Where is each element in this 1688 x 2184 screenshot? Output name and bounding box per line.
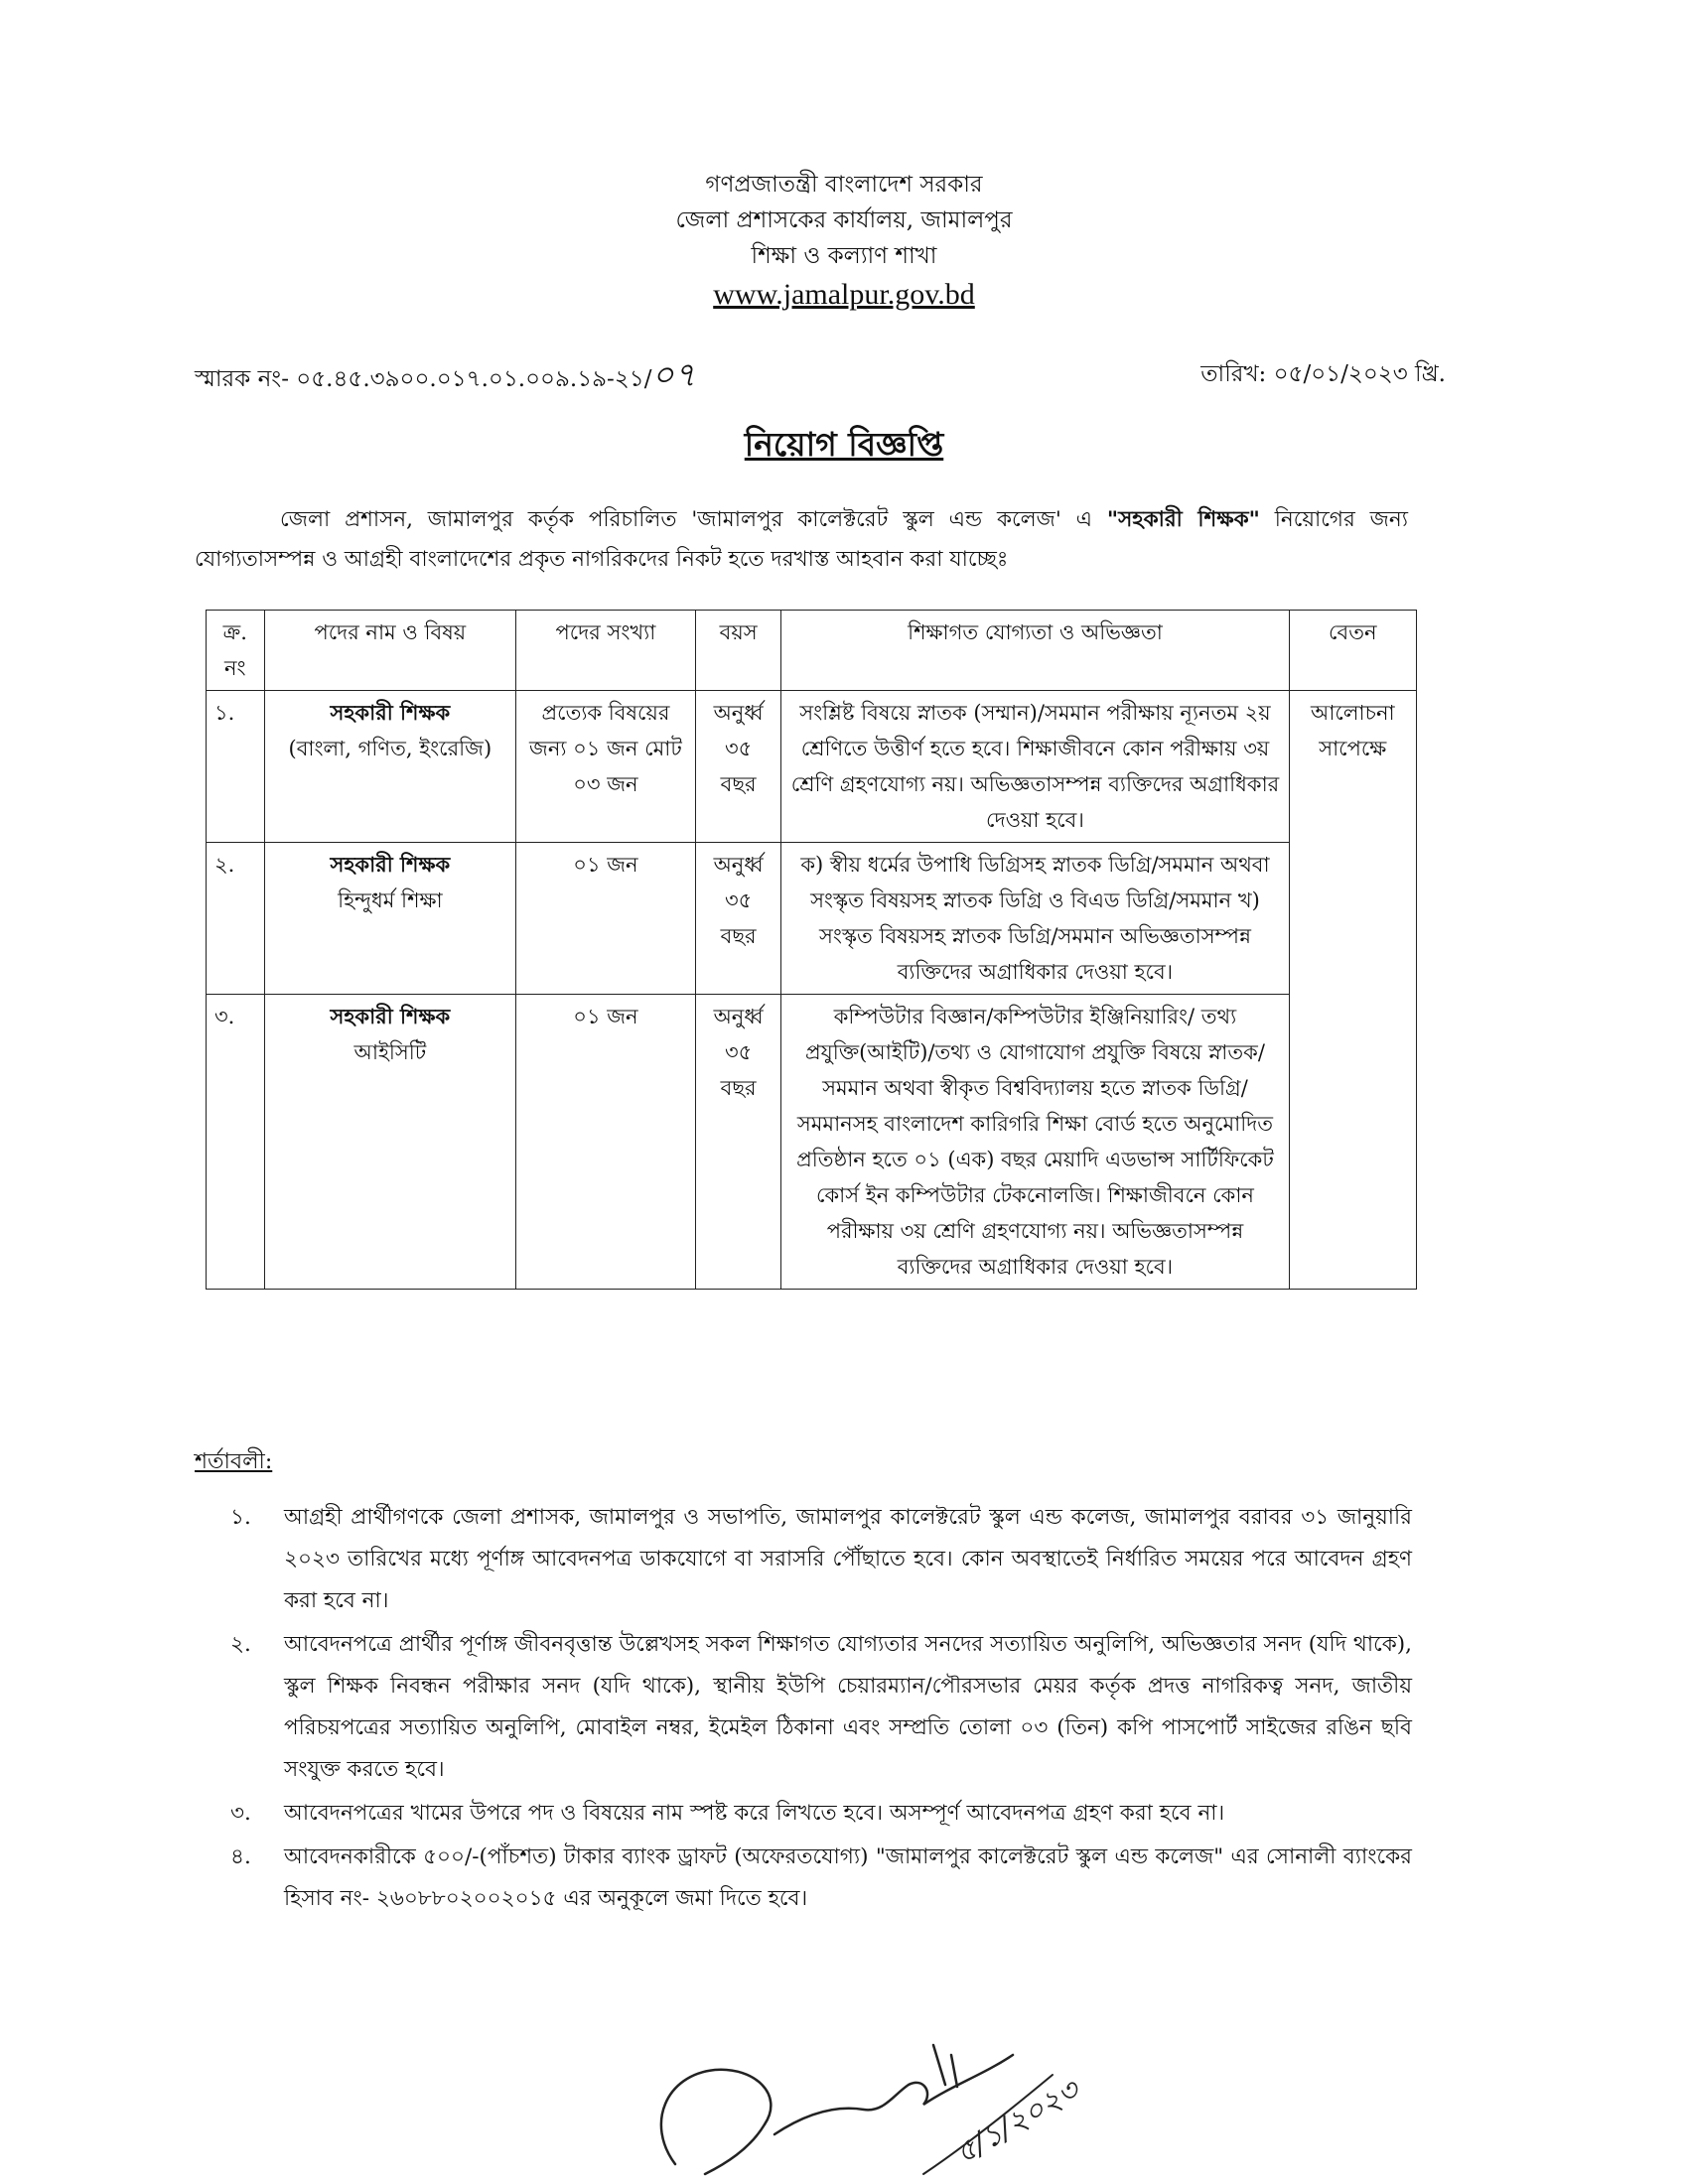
posts-table [206, 610, 1417, 1290]
row-sl: ২. [207, 843, 265, 995]
post-subject: আইসিটি [353, 1040, 427, 1064]
conditions-list [230, 1497, 1412, 1922]
condition-number: ২. [230, 1632, 251, 1657]
header-count: পদের সংখ্যা [516, 611, 696, 691]
website-link[interactable]: www.jamalpur.gov.bd [713, 278, 975, 311]
row-sl: ১. [207, 691, 265, 843]
memo-prefix: স্মারক নং- ০৫.৪৫.৩৯০০.০১৭.০১.০০৯.১৯-২১/ [195, 366, 652, 392]
intro-part2: নিয়োগের জন্য যোগ্যতাসম্পন্ন ও আগ্রহী বাংলাদেশের প্রকৃত নাগরিকদের নিকট হতে দরখাস্ত আহবান করা যাচ্ছেঃ [195, 507, 1408, 572]
post-subject: (বাংলা, গণিত, ইংরেজি) [288, 737, 492, 760]
govt-name: গণপ্রজাতন্ত্রী বাংলাদেশ সরকার [705, 172, 983, 198]
memo-handwritten-number: ০৭ [651, 355, 696, 395]
row-post [264, 995, 515, 1290]
condition-text: আবেদনকারীকে ৫০০/-(পাঁচশত) টাকার ব্যাংক ড্রাফট (অফেরতযোগ্য) "জামালপুর কালেক্টরেট স্কুল এন্ড কলেজ" এর সোনালী ব্যাংকের হিসাব নং- ২৬০৮৮০২০০২০১৫ এর অনুকূলে জমা দিতে হবে। [284, 1844, 1412, 1911]
signature-image [635, 2015, 1092, 2184]
office-header [0, 167, 1688, 316]
row-qualification: কম্পিউটার বিজ্ঞান/কম্পিউটার ইঞ্জিনিয়ারিং/ তথ্য প্রযুক্তি(আইটি)/তথ্য ও যোগাযোগ প্রযুক্তি বিষয়ে স্নাতক/সমমান অথবা স্বীকৃত বিশ্ববিদ্যালয় হতে স্নাতক ডিগ্রি/সমমানসহ বাংলাদেশ কারিগরি শিক্ষা বোর্ড হতে অনুমোদিত প্রতিষ্ঠান হতে ০১ (এক) বছর মেয়াদি এডভান্স সার্টিফিকেট কোর্স ইন কম্পিউটার টেকনোলজি। শিক্ষাজীবনে কোন পরীক্ষায় ৩য় শ্রেণি গ্রহণযোগ্য নয়। অভিজ্ঞতাসম্পন্ন ব্যক্তিদের অগ্রাধিকার দেওয়া হবে। [781, 995, 1289, 1290]
header-age: বয়স [695, 611, 781, 691]
condition-number: ৪. [230, 1844, 251, 1869]
row-salary: আলোচনা সাপেক্ষে [1289, 691, 1416, 1290]
condition-item [230, 1837, 1412, 1920]
page-title: নিয়োগ বিজ্ঞপ্তি [744, 425, 944, 464]
intro-post-name: "সহকারী শিক্ষক" [1106, 507, 1260, 532]
row-age: অনুর্ধ্ব ৩৫ বছর [695, 691, 781, 843]
post-title: সহকারী শিক্ষক [330, 700, 451, 725]
signature-date: ৫/১/২০২৩ [949, 2073, 1085, 2171]
row-count: ০১ জন [516, 995, 696, 1290]
row-age: অনুর্ধ্ব ৩৫ বছর [695, 843, 781, 995]
condition-item [230, 1497, 1412, 1622]
conditions-heading: শর্তাবলী: [195, 1449, 273, 1474]
condition-number: ১. [230, 1505, 251, 1530]
table-row [207, 691, 1417, 843]
table-row [207, 843, 1417, 995]
row-count: ০১ জন [516, 843, 696, 995]
condition-text: আবেদনপত্রের খামের উপরে পদ ও বিষয়ের নাম স্পষ্ট করে লিখতে হবে। অসম্পূর্ণ আবেদনপত্র গ্রহণ করা হবে না। [284, 1801, 1225, 1826]
post-title: সহকারী শিক্ষক [330, 1004, 451, 1028]
condition-number: ৩. [230, 1801, 251, 1826]
row-qualification: ক) স্বীয় ধর্মের উপাধি ডিগ্রিসহ স্নাতক ডিগ্রি/সমমান অথবা সংস্কৃত বিষয়সহ স্নাতক ডিগ্রি ও বিএড ডিগ্রি/সমমান খ) সংস্কৃত বিষয়সহ স্নাতক ডিগ্রি/সমমান অভিজ্ঞতাসম্পন্ন ব্যক্তিদের অগ্রাধিকার দেওয়া হবে। [781, 843, 1289, 995]
condition-text: আবেদনপত্রে প্রার্থীর পূর্ণাঙ্গ জীবনবৃত্তান্ত উল্লেখসহ সকল শিক্ষাগত যোগ্যতার সনদের সত্যায়িত অনুলিপি, অভিজ্ঞতার সনদ (যদি থাকে), স্কুল শিক্ষক নিবন্ধন পরীক্ষার সনদ (যদি থাকে), স্থানীয় ইউপি চেয়ারম্যান/পৌরসভার মেয়র কর্তৃক প্রদত্ত নাগরিকত্ব সনদ, জাতীয় পরিচয়পত্রের সত্যায়িত অনুলিপি, মোবাইল নম্বর, ইমেইল ঠিকানা এবং সম্প্রতি তোলা ০৩ (তিন) কপি পাসপোর্ট সাইজের রঙিন ছবি সংযুক্ত করতে হবে। [284, 1632, 1412, 1782]
intro-part1: জেলা প্রশাসন, জামালপুর কর্তৃক পরিচালিত 'জামালপুর কালেক্টরেট স্কুল এন্ড কলেজ' এ [280, 507, 1107, 532]
row-age: অনুর্ধ্ব ৩৫ বছর [695, 995, 781, 1290]
condition-text: আগ্রহী প্রার্থীগণকে জেলা প্রশাসক, জামালপুর ও সভাপতি, জামালপুর কালেক্টরেট স্কুল এন্ড কলেজ, জামালপুর বরাবর ৩১ জানুয়ারি ২০২৩ তারিখের মধ্যে পূর্ণাঙ্গ আবেদনপত্র ডাকযোগে বা সরাসরি পৌঁছাতে হবে। কোন অবস্থাতেই নির্ধারিত সময়ের পরে আবেদন গ্রহণ করা হবে না। [284, 1505, 1412, 1613]
row-post [264, 843, 515, 995]
condition-item [230, 1793, 1412, 1835]
header-post: পদের নাম ও বিষয় [264, 611, 515, 691]
condition-item [230, 1624, 1412, 1791]
header-salary: বেতন [1289, 611, 1416, 691]
post-subject: হিন্দুধর্ম শিক্ষা [338, 888, 443, 912]
row-count: প্রত্যেক বিষয়ের জন্য ০১ জন মোট ০৩ জন [516, 691, 696, 843]
office-name: জেলা প্রশাসকের কার্যালয়, জামালপুর [675, 207, 1013, 233]
header-qualification: শিক্ষাগত যোগ্যতা ও অভিজ্ঞতা [781, 611, 1289, 691]
row-post [264, 691, 515, 843]
post-title: সহকারী শিক্ষক [330, 852, 451, 877]
branch-name: শিক্ষা ও কল্যাণ শাখা [751, 243, 937, 269]
row-qualification: সংশ্লিষ্ট বিষয়ে স্নাতক (সম্মান)/সমমান পরীক্ষায় ন্যূনতম ২য় শ্রেণিতে উত্তীর্ণ হতে হবে। শিক্ষাজীবনে কোন পরীক্ষায় ৩য় শ্রেণি গ্রহণযোগ্য নয়। অভিজ্ঞতাসম্পন্ন ব্যক্তিদের অগ্রাধিকার দেওয়া হবে। [781, 691, 1289, 843]
intro-paragraph [195, 500, 1408, 580]
memo-number [195, 349, 696, 406]
issue-date: তারিখ: ০৫/০১/২০২৩ খ্রি. [1200, 361, 1446, 387]
table-row [207, 995, 1417, 1290]
row-sl: ৩. [207, 995, 265, 1290]
table-header-row [207, 611, 1417, 691]
header-sl: ক্র. নং [207, 611, 265, 691]
